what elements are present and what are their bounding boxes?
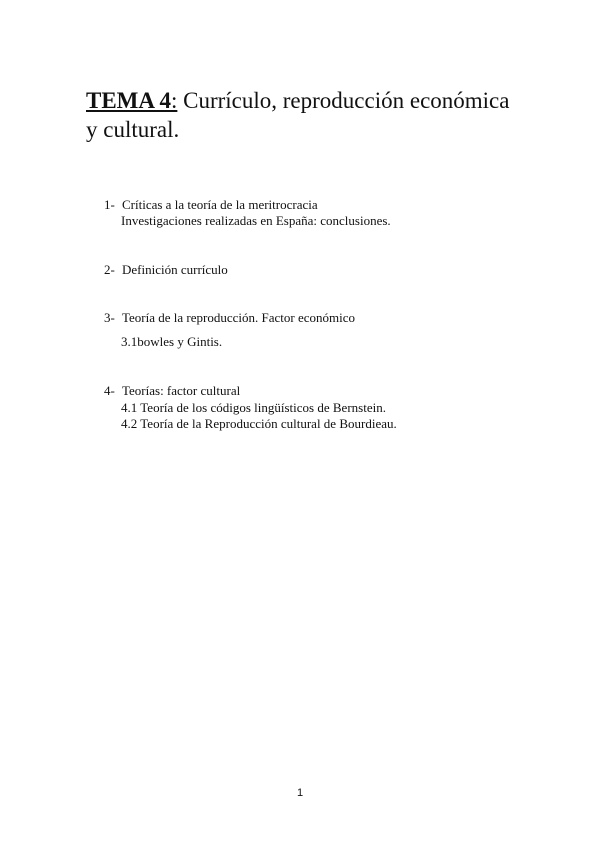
list-item-number: 2- [104,262,115,277]
list-item-number: 3- [104,310,115,325]
title-rest: Currículo, reproducción económica y cultural. [86,88,510,142]
list-subitem: 3.1bowles y Gintis. [121,334,223,349]
list-item-3 [104,309,355,326]
list-item-1 [104,196,318,213]
list-subitem: 4.2 Teoría de la Reproducción cultural de Bourdieau. [121,416,397,431]
page-number: 1 [296,787,304,799]
list-item-number: 4- [104,383,115,398]
list-item-number: 1- [104,197,115,212]
page-title [86,86,526,144]
list-item-text: Críticas a la teoría de la meritrocracia [122,197,318,212]
list-item-2 [104,261,228,278]
list-item-text: Definición currículo [122,262,228,277]
list-item-text: Teoría de la reproducción. Factor económico [122,310,355,325]
list-subitem: 4.1 Teoría de los códigos lingüísticos de Bernstein. [121,400,386,415]
title-tema: TEMA 4 [86,88,171,113]
list-item-4 [104,382,240,399]
list-subitem: Investigaciones realizadas en España: conclusiones. [121,213,391,228]
list-item-text: Teorías: factor cultural [122,383,241,398]
title-colon: : [170,88,178,113]
